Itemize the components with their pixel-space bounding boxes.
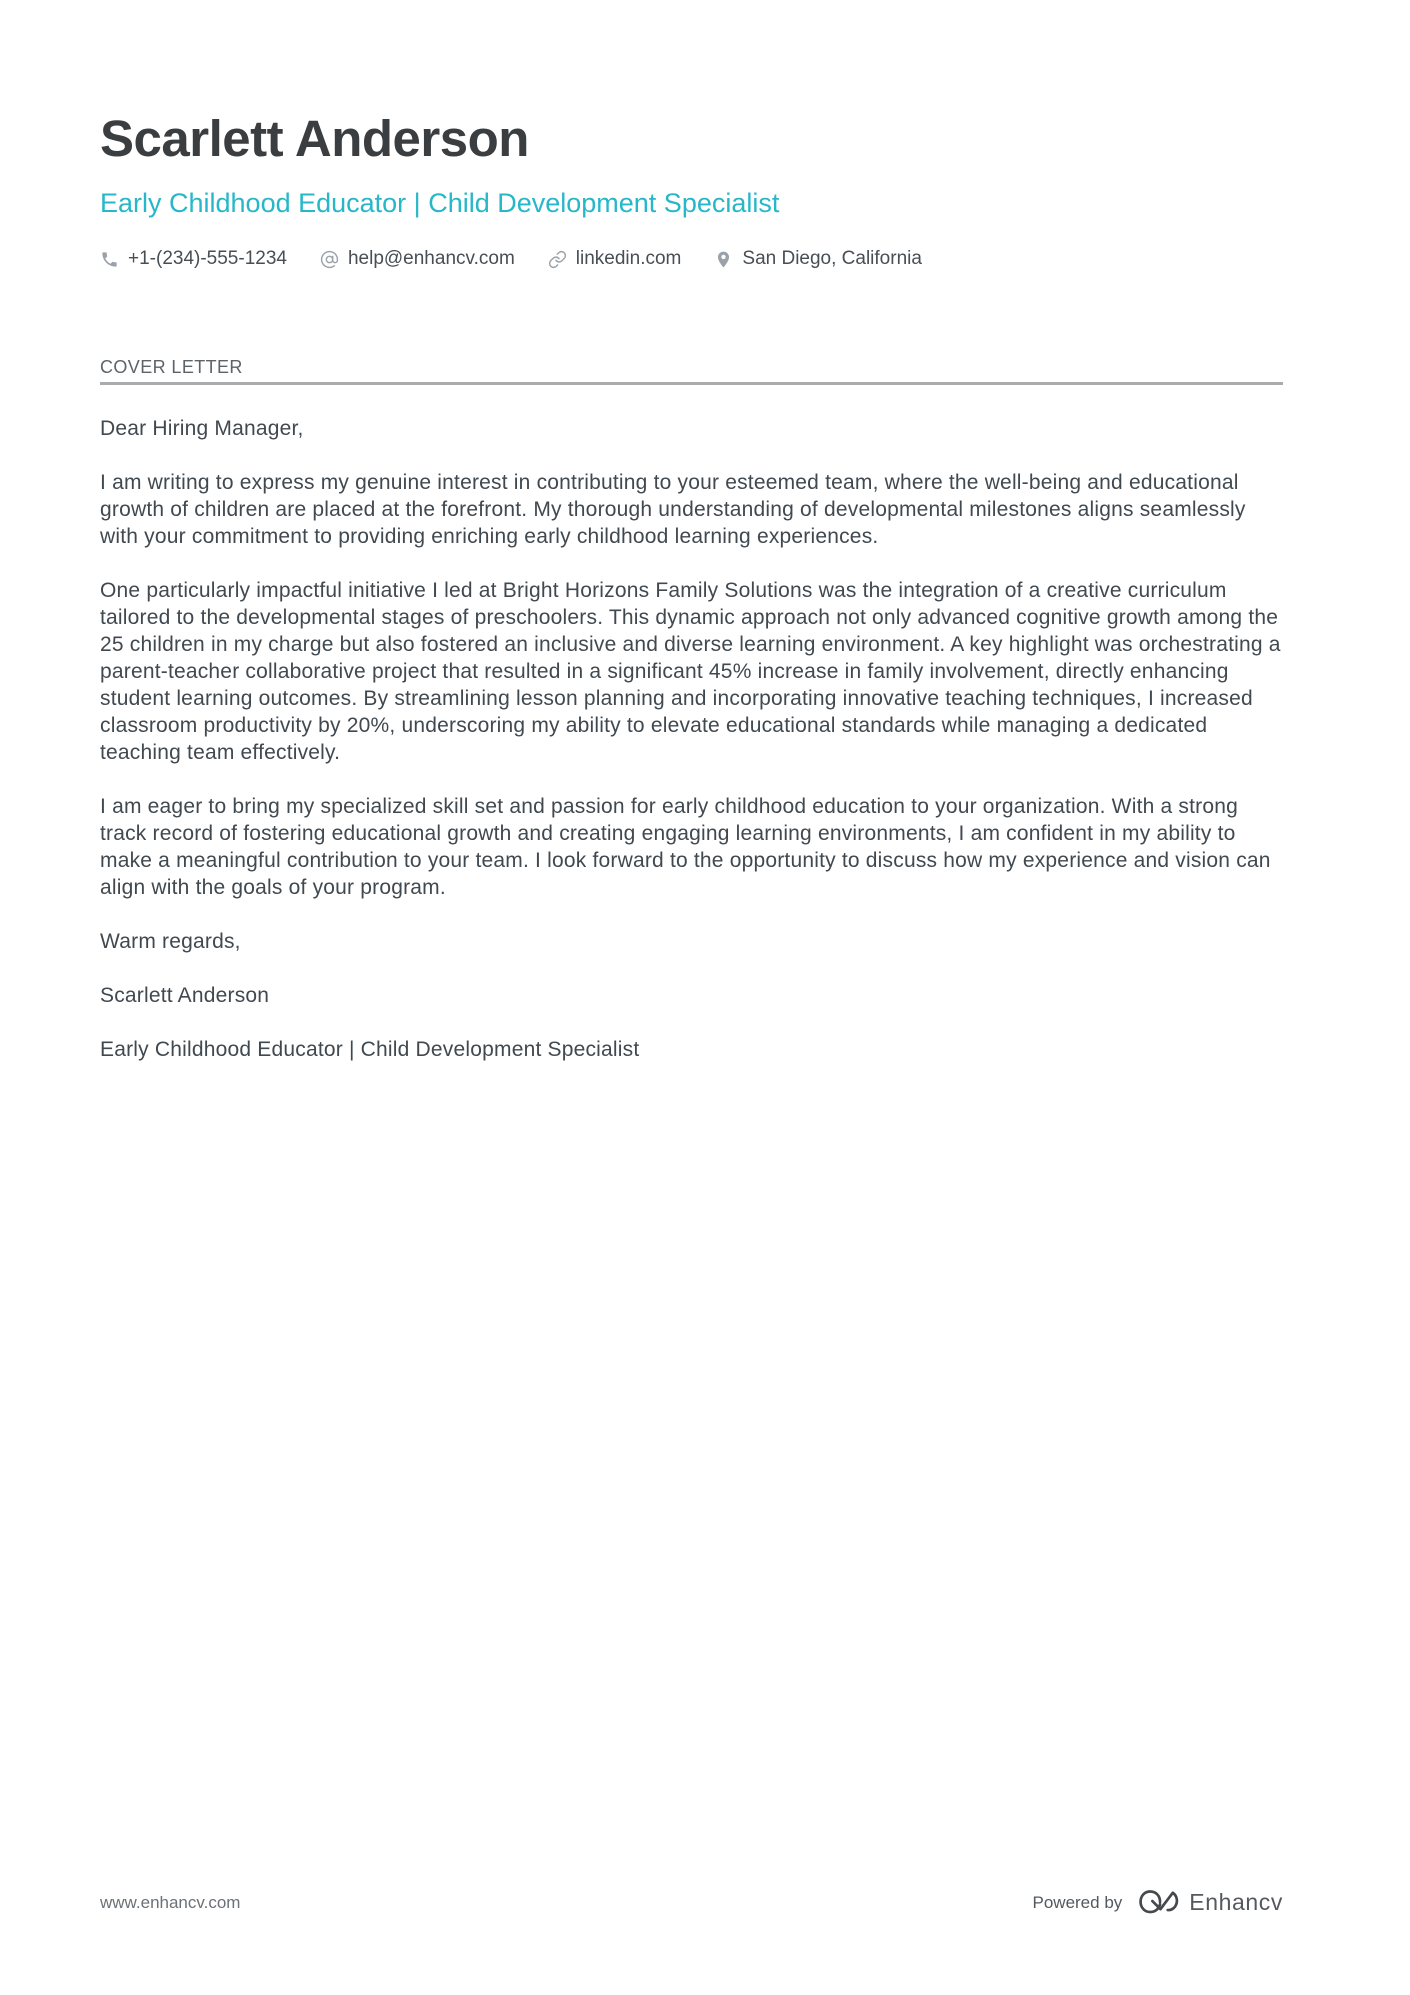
contact-row <box>100 248 1283 270</box>
contact-phone-text: +1-(234)-555-1234 <box>128 248 287 269</box>
letter-paragraph: I am writing to express my genuine interest in contributing to your esteemed team, where the well-being and educational growth of children are placed at the forefront. My thorough understanding of developmental milestones aligns seamlessly with your commitment to providing enriching early childhood learning experiences. <box>100 471 1246 548</box>
enhancv-logo-icon <box>1138 1888 1180 1917</box>
contact-location-text: San Diego, California <box>742 248 922 269</box>
map-pin-icon <box>714 250 733 269</box>
phone-icon <box>100 250 119 269</box>
letter-paragraph: I am eager to bring my specialized skill set and passion for early childhood education to your organization. With a strong track record of fostering educational growth and creating engaging learning environments, I am confident in my ability to make a meaningful contribution to your team. I look forward to the opportunity to discuss how my experience and vision can align with the goals of your program. <box>100 795 1271 899</box>
powered-by-label: Powered by <box>1032 1892 1123 1912</box>
footer-site-url[interactable]: www.enhancv.com <box>100 1892 241 1912</box>
powered-by-block <box>1033 1888 1284 1917</box>
page-footer <box>100 1888 1283 1917</box>
signature-name: Scarlett Anderson <box>100 984 270 1007</box>
contact-phone[interactable] <box>100 248 287 270</box>
contact-location <box>714 248 922 270</box>
contact-email[interactable] <box>320 248 515 270</box>
enhancv-brand-name: Enhancv <box>1189 1889 1283 1915</box>
enhancv-brand[interactable] <box>1138 1888 1283 1917</box>
letter-body <box>100 415 1283 1063</box>
signature-role: Early Childhood Educator | Child Development Specialist <box>100 1038 640 1061</box>
at-sign-icon <box>320 250 339 269</box>
link-icon <box>548 250 567 269</box>
letter-paragraph: One particularly impactful initiative I led at Bright Horizons Family Solutions was the integration of a creative curriculum tailored to the developmental stages of preschoolers. This dynamic approach not only advanced cognitive growth among the 25 children in my charge but also fostered an inclusive and diverse learning environment. A key highlight was orchestrating a parent-teacher collaborative project that resulted in a significant 45% increase in family involvement, directly enhancing student learning outcomes. By streamlining lesson planning and incorporating innovative teaching techniques, I increased classroom productivity by 20%, underscoring my ability to elevate educational standards while managing a dedicated teaching team effectively. <box>100 579 1281 764</box>
letter-salutation: Dear Hiring Manager, <box>100 417 304 440</box>
person-name: Scarlett Anderson <box>100 110 529 167</box>
contact-link[interactable] <box>548 248 682 270</box>
cover-letter-section <box>100 358 1283 385</box>
section-divider <box>100 382 1283 385</box>
contact-link-text: linkedin.com <box>575 248 682 269</box>
letter-closing: Warm regards, <box>100 930 241 953</box>
contact-email-text: help@enhancv.com <box>347 248 515 269</box>
section-title: COVER LETTER <box>100 357 243 377</box>
person-role-subtitle: Early Childhood Educator | Child Development Specialist <box>100 188 780 218</box>
